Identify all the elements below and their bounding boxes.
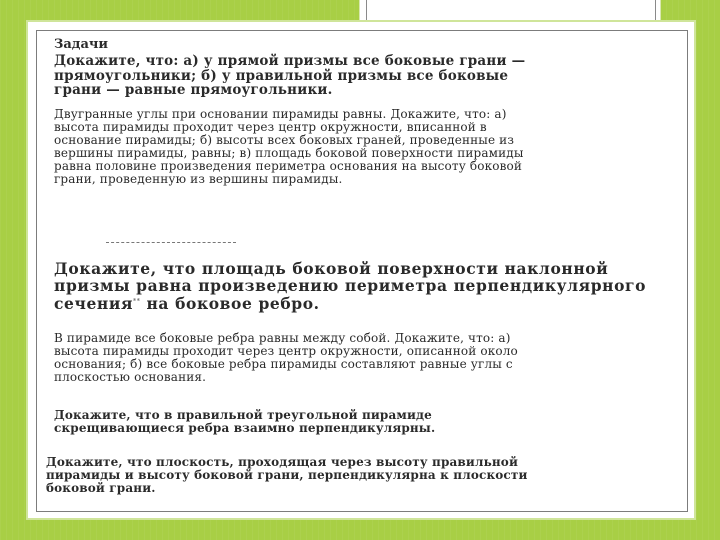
problem-3 [54,261,662,313]
scan-artifact-line [106,242,236,245]
problem-4: В пирамиде все боковые ребра равны между собой. Докажите, что: а) высота пирамиды проходит через центр окружности, описанной около основания; б) все боковые ребра пирамиды составляют равные углы с плоскостью основания. [54,331,518,384]
problem-5: Докажите, что в правильной треугольной пирамиде скрещивающиеся ребра взаимно перпендикулярны. [54,408,436,435]
problem-3-tail: на боковое ребро. [146,294,320,314]
document-page [36,30,686,510]
problem-3-text: Докажите, что площадь боковой поверхности наклонной призмы равна произведению периметра перпендикулярного сечения [54,259,647,314]
problem-6: Докажите, что плоскость, проходящая через высоту правильной пирамиды и высоту боковой грани, перпендикулярна к плоскости боковой грани. [46,455,528,495]
section-heading: Задачи [54,37,109,52]
problem-1: Докажите, что: а) у прямой призмы все боковые грани — прямоугольники; б) у правильной призмы все боковые грани — равные прямоугольники. [54,53,526,98]
problem-3-mark: ** [133,298,141,305]
problem-2: Двугранные углы при основании пирамиды равны. Докажите, что: а) высота пирамиды проходит через центр окружности, вписанной в основание пирамиды; б) высоты всех боковых граней, проведенные из вершины пирамиды, равны; в) площадь боковой поверхности пирамиды равна половине произведения периметра основания на высоту боковой грани, проведенную из вершины пирамиды. [54,107,524,186]
